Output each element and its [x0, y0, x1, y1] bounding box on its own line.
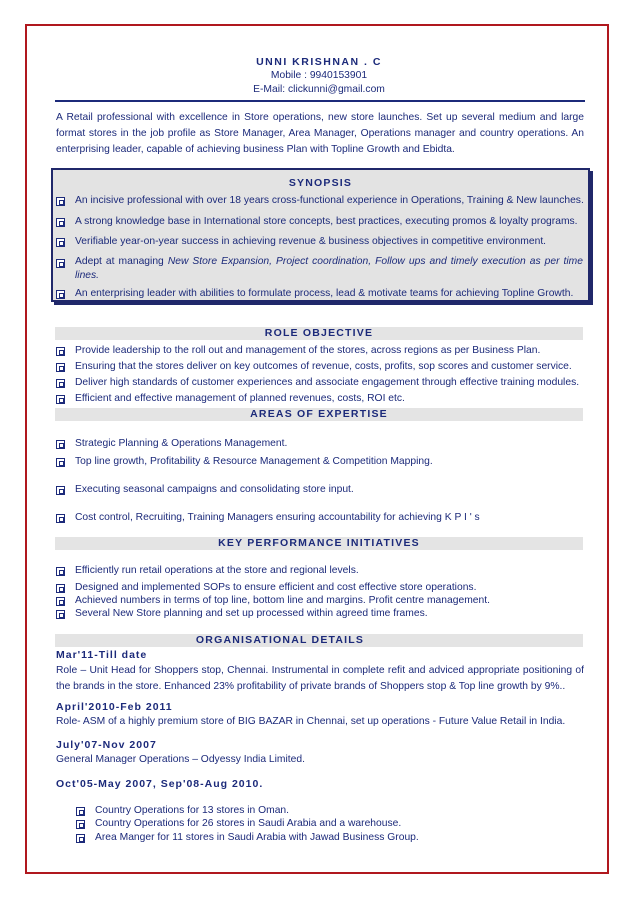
bullet-icon	[56, 259, 65, 268]
kpi-item: Efficiently run retail operations at the store and regional levels.	[75, 565, 359, 576]
bullet-icon	[56, 458, 65, 467]
org-title: ORGANISATIONAL DETAILS	[195, 634, 365, 646]
job-description: Role – Unit Head for Shoppers stop, Chennai. Instrumental in complete refit and adviced appropriate positioning of the brands in the store. Enhanced 23% profitability of private brands of Shoppers stop & Top line growth by 9%..	[56, 665, 584, 692]
header-divider	[55, 100, 585, 102]
bullet-icon	[56, 567, 65, 576]
role-item: Provide leadership to the roll out and management of the stores, across regions as per Business Plan.	[75, 345, 541, 356]
role-item: Deliver high standards of customer experiences and associate engagement through effective training modules.	[75, 377, 580, 388]
role-item: Efficient and effective management of planned revenues, costs, ROI etc.	[75, 393, 405, 404]
synopsis-item: Verifiable year-on-year success in achieving revenue & business objectives in competitive environment.	[75, 236, 547, 247]
kpi-item: Several New Store planning and set up processed within agreed time frames.	[75, 608, 428, 619]
bullet-icon	[56, 347, 65, 356]
mobile: Mobile : 9940153901	[270, 70, 368, 81]
job-date: Mar'11-Till date	[56, 649, 148, 661]
expertise-item: Cost control, Recruiting, Training Managers ensuring accountability for achieving K P I ' s	[75, 512, 480, 523]
expertise-title: AREAS OF EXPERTISE	[250, 408, 388, 420]
role-objective-title: ROLE OBJECTIVE	[264, 327, 374, 339]
bullet-icon	[56, 514, 65, 523]
candidate-name: UNNI KRISHNAN . C	[256, 56, 382, 68]
synopsis-item: An incisive professional with over 18 years cross-functional experience in Operations, Training & New launches.	[75, 195, 584, 206]
job-date: April'2010-Feb 2011	[56, 701, 173, 713]
bullet-icon	[56, 584, 65, 593]
org-item: Area Manger for 11 stores in Saudi Arabia with Jawad Business Group.	[95, 832, 419, 843]
kpi-item: Achieved numbers in terms of top line, bottom line and margins. Profit centre management.	[75, 595, 490, 606]
expertise-item: Executing seasonal campaigns and consolidating store input.	[75, 484, 354, 495]
job-description: Role- ASM of a highly premium store of BIG BAZAR in Chennai, set up operations - Future Value Retail in India.	[56, 716, 566, 727]
bullet-icon	[76, 834, 85, 843]
summary-paragraph: A Retail professional with excellence in Store operations, new store launches. Set up several medium and large format stores in the job profile as Store Manager, Area Manager, Operations manager and country operations. An enterprising leader, capable of achieving business Plan with Topline Growth and Ebidta.	[56, 112, 584, 155]
expertise-item: Top line growth, Profitability & Resource Management & Competition Mapping.	[75, 456, 433, 467]
bullet-icon	[76, 820, 85, 829]
org-item: Country Operations for 26 stores in Saudi Arabia and a warehouse.	[95, 818, 402, 829]
job-date: July'07-Nov 2007	[56, 739, 157, 751]
synopsis-item: Adept at managing New Store Expansion, Project coordination, Follow ups and timely execution as per time lines.	[75, 256, 583, 281]
job-date: Oct'05-May 2007, Sep'08-Aug 2010.	[56, 778, 264, 790]
bullet-icon	[56, 363, 65, 372]
role-item: Ensuring that the stores deliver on key outcomes of revenue, costs, profits, sop scores and customer service.	[75, 361, 572, 372]
synopsis-item: A strong knowledge base in International store concepts, best practices, executing promos & loyalty programs.	[75, 216, 578, 227]
bullet-icon	[56, 379, 65, 388]
email: E-Mail: clickunni@gmail.com	[253, 84, 385, 95]
bullet-icon	[56, 197, 65, 206]
bullet-icon	[56, 290, 65, 299]
org-item: Country Operations for 13 stores in Oman.	[95, 805, 290, 816]
synopsis-item: An enterprising leader with abilities to formulate process, lead & motivate teams for achieving Topline Growth.	[75, 288, 574, 299]
bullet-icon	[56, 486, 65, 495]
bullet-icon	[56, 238, 65, 247]
bullet-icon	[76, 807, 85, 816]
expertise-item: Strategic Planning & Operations Management.	[75, 438, 288, 449]
bullet-icon	[56, 440, 65, 449]
bullet-icon	[56, 610, 65, 619]
kpi-item: Designed and implemented SOPs to ensure efficient and cost effective store operations.	[75, 582, 477, 593]
kpi-title: KEY PERFORMANCE INITIATIVES	[218, 537, 420, 549]
synopsis-title: SYNOPSIS	[288, 177, 353, 189]
job-description: General Manager Operations – Odyessy India Limited.	[56, 754, 305, 765]
bullet-icon	[56, 597, 65, 606]
bullet-icon	[56, 218, 65, 227]
bullet-icon	[56, 395, 65, 404]
